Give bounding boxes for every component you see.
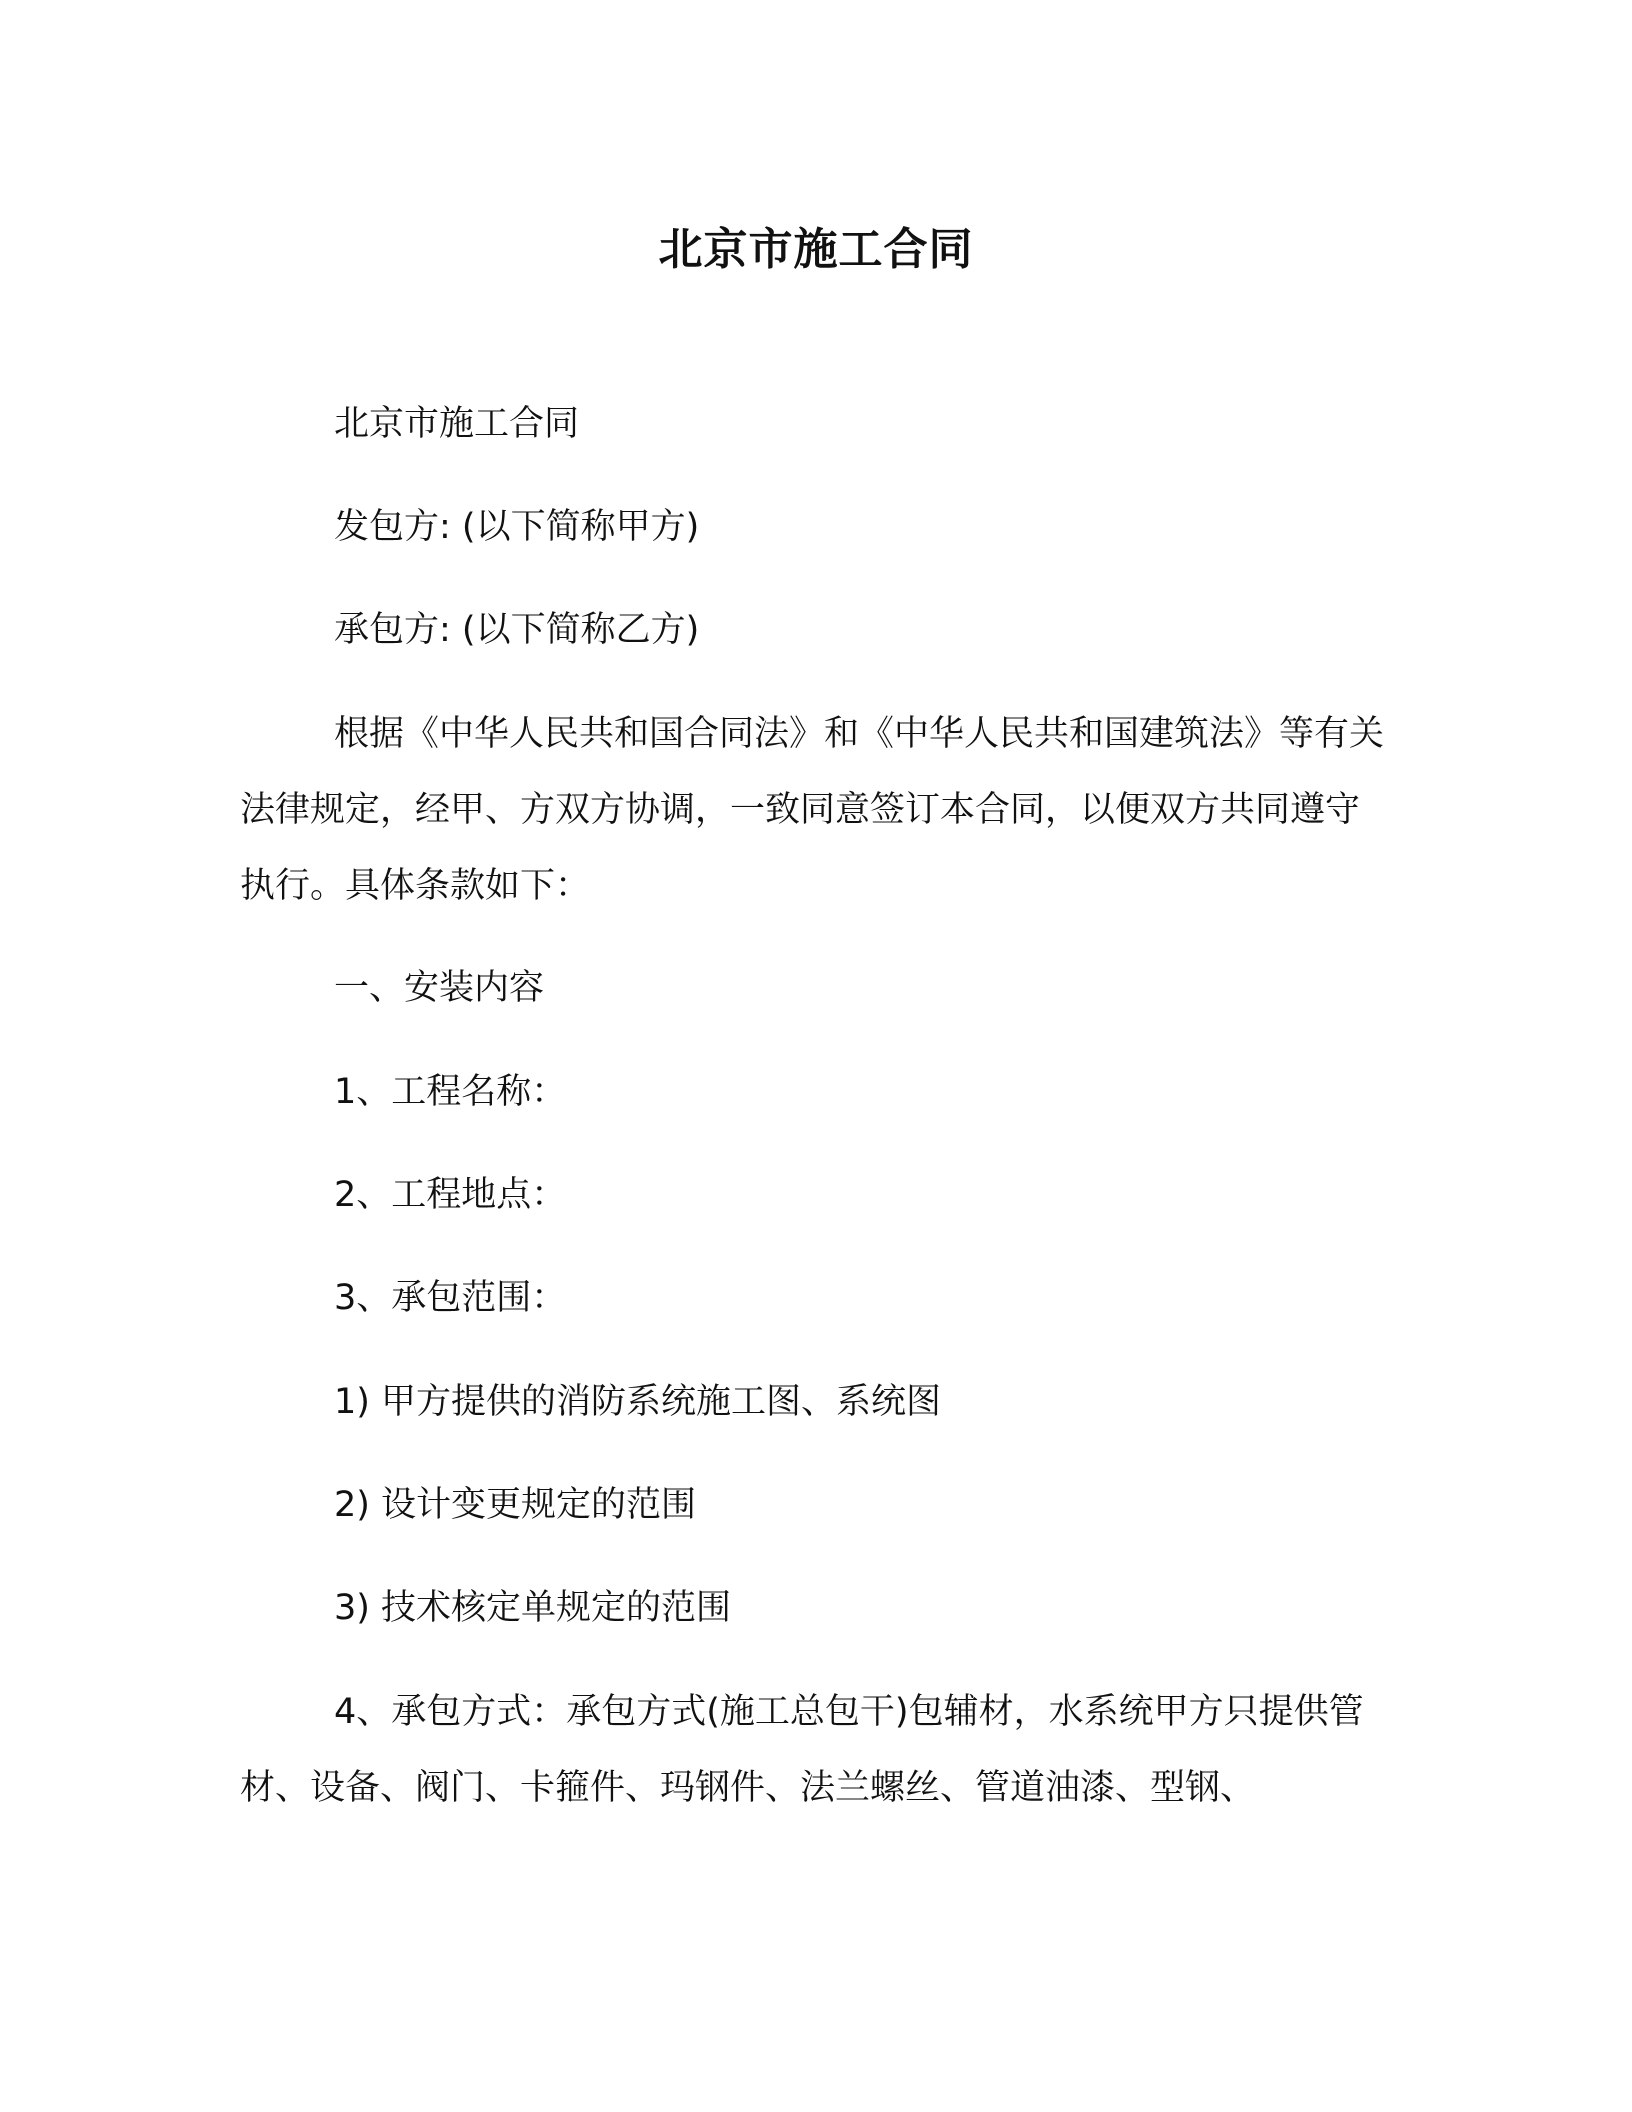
document-title: 北京市施工合同 (658, 224, 974, 275)
preamble-paragraph: 根据《中华人民共和国合同法》和《中华人民共和国建筑法》等有关法律规定，经甲、方双方协调，一致同意签订本合同，以便双方共同遵守执行。具体条款如下： (240, 714, 1385, 906)
contract-name-paragraph: 北京市施工合同 (334, 404, 580, 444)
contract-method-item: 4、承包方式：承包方式(施工总包干)包辅材，水系统甲方只提供管材、设备、阀门、卡箍件、玛钢件、法兰螺丝、管道油漆、型钢、 (240, 1692, 1364, 1808)
project-location-item: 2、工程地点： (334, 1175, 567, 1215)
project-name-item: 1、工程名称： (334, 1072, 567, 1112)
scope-subitem-3: 3) 技术核定单规定的范围 (334, 1588, 732, 1628)
contract-scope-item: 3、承包范围： (334, 1278, 567, 1318)
section-heading-installation: 一、安装内容 (334, 968, 545, 1008)
party-a-paragraph: 发包方: (以下简称甲方) (334, 507, 700, 547)
scope-subitem-2: 2) 设计变更规定的范围 (334, 1485, 697, 1525)
party-b-paragraph: 承包方: (以下简称乙方) (334, 610, 700, 650)
scope-subitem-1: 1) 甲方提供的消防系统施工图、系统图 (334, 1382, 942, 1422)
